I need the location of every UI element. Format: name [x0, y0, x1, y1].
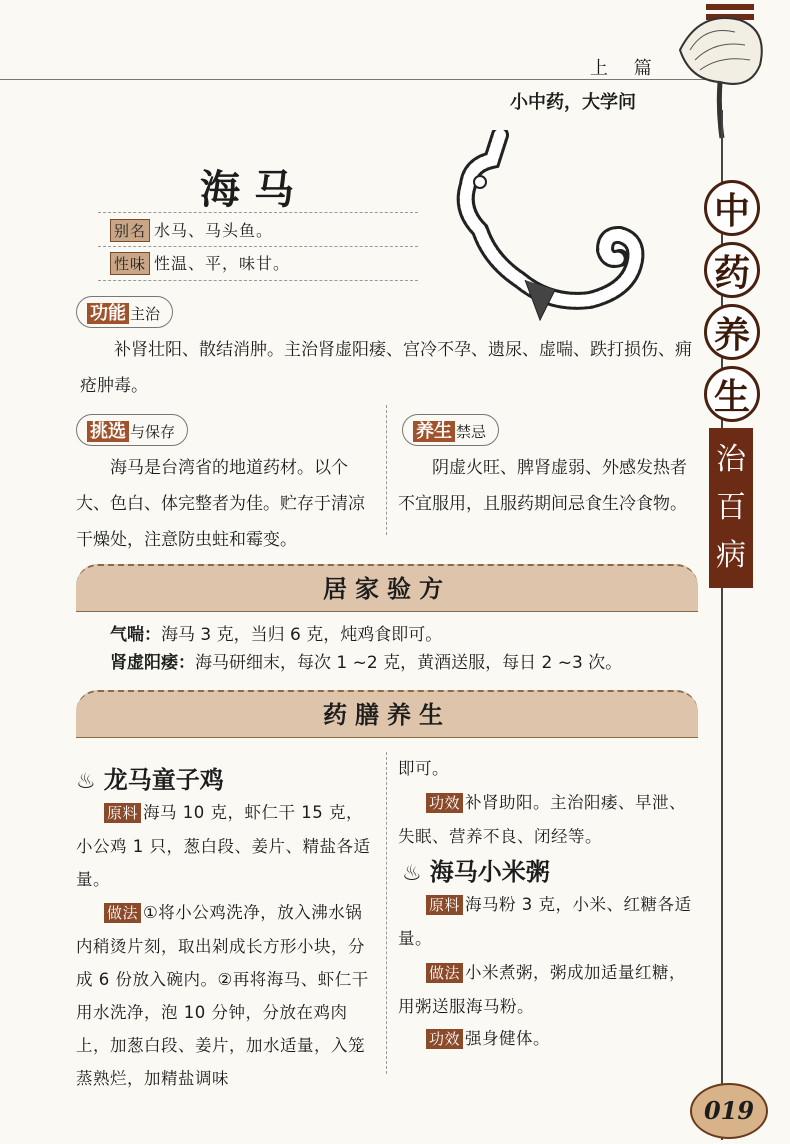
method-label: 做法: [426, 963, 463, 983]
select-label-highlight: 挑选: [87, 421, 129, 442]
remedy-text: 海马研细末，每次 1 ~2 克，黄酒送服，每日 2 ~3 次。: [195, 653, 623, 673]
select-label-rest: 与保存: [130, 423, 176, 441]
steam-icon: ♨: [76, 769, 96, 794]
method-continued: 即可。: [398, 759, 449, 778]
spine-char: 药: [704, 242, 760, 298]
nature-text: 性温、平，味甘。: [154, 254, 291, 273]
dish-ingredients: [76, 796, 376, 896]
method-text: 小米煮粥，粥成加适量红糖，用粥送服海马粉。: [398, 963, 687, 1016]
taboo-label-rest: 禁忌: [456, 423, 487, 441]
remedy-name: 气喘：: [110, 625, 161, 645]
divider: [98, 280, 418, 281]
effect-text: 补肾助阳。主治阳痿、早泄、失眠、营养不良、闭经等。: [398, 793, 687, 846]
dish-effect: [398, 1022, 702, 1056]
dish-effect: [398, 786, 702, 853]
steam-icon: ♨: [402, 861, 422, 886]
function-text: 补肾壮阳、散结消肿。主治肾虚阳痿、宫冷不孕、遗尿、虚喘、跌打损伤、痈疮肿毒。: [80, 340, 692, 396]
dish-title: 海马小米粥: [429, 857, 550, 886]
method-label: 做法: [104, 903, 141, 923]
function-label-rest: 主治: [130, 305, 161, 323]
dish-method: [76, 896, 376, 1095]
spine-subchar: 百: [716, 490, 746, 525]
method-text: ①将小公鸡洗净，放入沸水锅内稍烫片刻，取出剁成长方形小块，分成 6 份放入碗内。②再将海马、虾仁干用水洗净，泡 10 分钟，分放在鸡肉上，加葱白段、姜片，加水适量，入笼蒸熟烂，加精盐调味: [76, 903, 369, 1088]
banner-underline: [76, 737, 698, 738]
spine-subchar: 病: [716, 538, 746, 573]
header-motto: 小中药，大学问: [510, 92, 636, 113]
diet-banner: 药膳养生: [76, 690, 698, 738]
alias-label: 别名: [110, 219, 150, 242]
dish-ingredients: [398, 888, 702, 955]
function-heading: [76, 296, 173, 328]
alias-text: 水马、马头鱼。: [154, 221, 274, 240]
page-number: 019: [690, 1083, 768, 1139]
spine-subchar: 治: [716, 442, 746, 477]
effect-text: 强身健体。: [465, 1029, 551, 1048]
function-label-highlight: 功能: [87, 303, 129, 324]
spine-subtitle: [709, 428, 753, 588]
dish-method: [398, 956, 702, 1023]
spine-char: 中: [704, 180, 760, 236]
remedy-name: 肾虚阳痿：: [110, 653, 195, 673]
select-heading: [76, 414, 188, 446]
entry-title: 海马: [200, 166, 308, 213]
column-divider: [386, 405, 387, 535]
alias-row: [110, 218, 273, 242]
ingredients-label: 原料: [426, 895, 463, 915]
dish-title-row: [76, 760, 224, 795]
taboo-text: 阴虚火旺、脾肾虚弱、外感发热者不宜服用，且服药期间忌食生冷食物。: [398, 458, 687, 514]
nature-row: [110, 251, 290, 275]
dish-title: 龙马童子鸡: [103, 765, 224, 794]
column-divider: [386, 752, 387, 1074]
book-spine-title: [704, 180, 756, 588]
select-text: 海马是台湾省的地道药材。以个大、色白、体完整者为佳。贮存于清凉干燥处，注意防虫蛀和霉变。: [76, 458, 365, 550]
divider: [98, 246, 418, 247]
remedy-text: 海马 3 克，当归 6 克，炖鸡食即可。: [161, 625, 443, 645]
lingzhi-mushroom-icon: [660, 10, 770, 140]
taboo-label-highlight: 养生: [413, 421, 455, 442]
remedy-item: [110, 620, 442, 645]
home-remedies-banner: 居家验方: [76, 564, 698, 612]
effect-label: 功效: [426, 1029, 463, 1049]
divider: [98, 212, 418, 213]
ingredients-label: 原料: [104, 803, 141, 823]
header-part: 上 篇: [590, 58, 662, 79]
spine-char: 养: [704, 304, 760, 360]
ingredients-text: 海马 10 克，虾仁干 15 克，小公鸡 1 只，葱白段、姜片、精盐各适量。: [76, 803, 371, 889]
banner-underline: [76, 611, 698, 612]
remedy-item: [110, 648, 622, 673]
seahorse-icon: [430, 130, 670, 330]
spine-char: 生: [704, 366, 760, 422]
taboo-heading: [402, 414, 499, 446]
ingredients-text: 海马粉 3 克，小米、红糖各适量。: [398, 895, 692, 948]
dish-title-row: [402, 852, 550, 887]
effect-label: 功效: [426, 793, 463, 813]
nature-label: 性味: [110, 252, 150, 275]
